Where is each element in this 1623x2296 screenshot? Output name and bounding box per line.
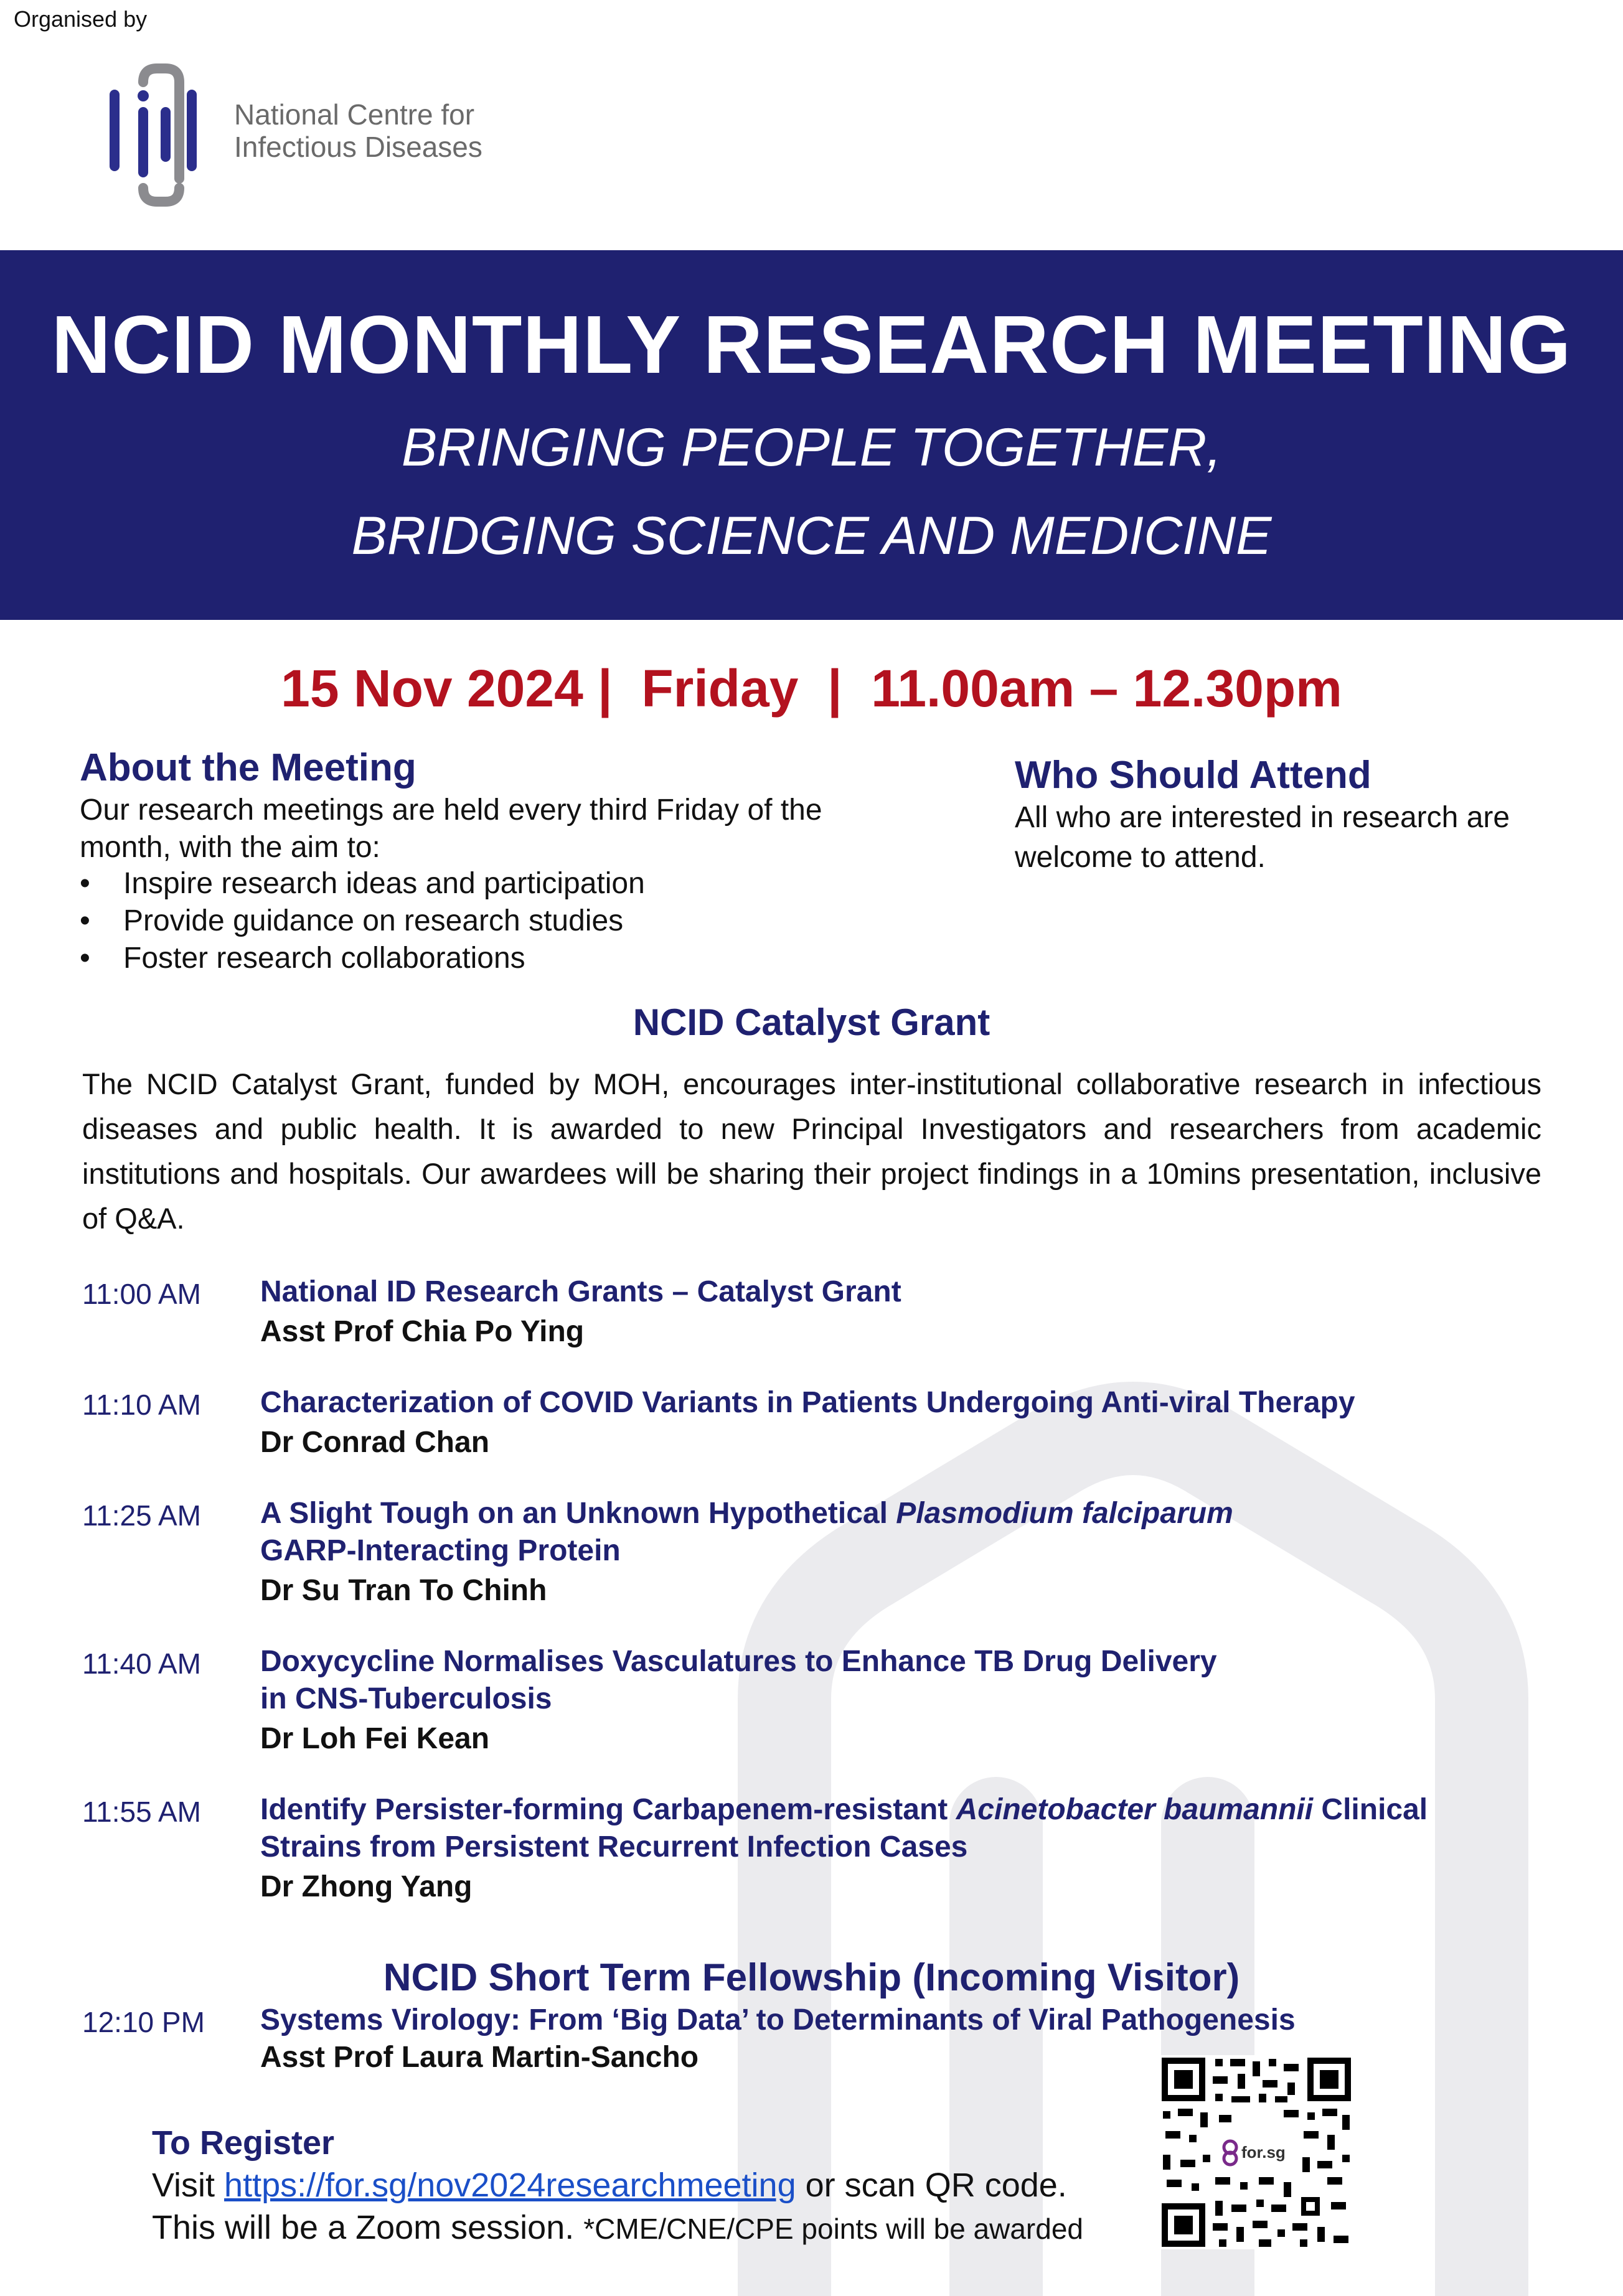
schedule-time: 11:10 AM (82, 1389, 201, 1421)
schedule-title (260, 1384, 1568, 1422)
qr-code-icon[interactable] (1159, 2055, 1353, 2249)
logo-line-1: National Centre for (234, 98, 475, 131)
schedule-speaker: Dr Loh Fei Kean (260, 1722, 490, 1755)
register-visit-prefix: Visit (152, 2167, 225, 2204)
schedule-time: 11:55 AM (82, 1796, 201, 1828)
schedule-title-text: Characterization of COVID Variants in Patients Undergoing Anti-viral Therapy (260, 1386, 1355, 1419)
organised-by-label: Organised by (14, 6, 148, 32)
zoom-session-text: This will be a Zoom session. (152, 2209, 584, 2246)
schedule-speaker: Asst Prof Laura Martin-Sancho (260, 2041, 699, 2074)
schedule-title-line-2: in CNS-Tuberculosis (260, 1682, 552, 1715)
schedule-title (260, 1643, 1568, 1718)
register-heading: To Register (152, 2124, 335, 2162)
schedule-title-suffix: Clinical (1313, 1793, 1428, 1826)
zoom-note (152, 2208, 1083, 2247)
catalyst-grant-heading: NCID Catalyst Grant (633, 1001, 990, 1043)
about-points-list (80, 865, 645, 977)
registration-link[interactable]: https://for.sg/nov2024researchmeeting (224, 2167, 796, 2204)
attend-description: All who are interested in research are welcome to attend. (1015, 801, 1510, 874)
schedule-title-species: Plasmodium falciparum (896, 1497, 1233, 1530)
catalyst-grant-description: The NCID Catalyst Grant, funded by MOH, encourages inter-institutional collaborative research in infectious diseases and public health. It is awarded to new Principal Investigators and researchers from academic institutions and hospitals. Our awardees will be sharing their project findings in a 10mins presentation, inclusive of Q&A. (82, 1067, 1541, 1235)
schedule-title-line-2: Strains from Persistent Recurrent Infection Cases (260, 1830, 968, 1863)
schedule-speaker: Dr Conrad Chan (260, 1426, 490, 1459)
schedule-title (260, 1273, 1568, 1311)
schedule-time: 11:40 AM (82, 1647, 201, 1680)
attend-heading: Who Should Attend (1015, 754, 1371, 797)
schedule-title-text: A Slight Tough on an Unknown Hypothetical (260, 1497, 896, 1530)
schedule-title-species: Acinetobacter baumannii (956, 1793, 1314, 1826)
schedule-title (260, 1791, 1568, 1866)
list-item: • Foster research collaborations (80, 940, 645, 977)
register-instructions (152, 2166, 1067, 2205)
banner-subtitle-line-1: BRINGING PEOPLE TOGETHER, (401, 418, 1222, 477)
event-date-time: 15 Nov 2024 | Friday | 11.00am – 12.30pm (281, 659, 1342, 718)
schedule-time: 11:25 AM (82, 1499, 201, 1532)
schedule-title-line-2: GARP-Interacting Protein (260, 1534, 621, 1567)
page-title: NCID MONTHLY RESEARCH MEETING (51, 299, 1572, 390)
schedule-title (260, 1495, 1568, 1570)
about-heading: About the Meeting (80, 746, 416, 789)
logo-line-2: Infectious Diseases (234, 131, 482, 163)
schedule-title-text: Identify Persister-forming Carbapenem-resistant (260, 1793, 956, 1826)
list-item: • Inspire research ideas and participation (80, 865, 645, 902)
qr-label: for.sg (1241, 2143, 1286, 2162)
schedule-time: 11:00 AM (82, 1278, 201, 1310)
schedule-time: 12:10 PM (82, 2006, 205, 2038)
ncid-logo-icon (106, 57, 199, 210)
ncid-logo-text (234, 98, 482, 163)
fellowship-heading: NCID Short Term Fellowship (Incoming Visitor) (383, 1956, 1240, 1999)
register-visit-suffix: or scan QR code. (796, 2167, 1067, 2204)
schedule-title-text: Doxycycline Normalises Vasculatures to Enhance TB Drug Delivery (260, 1645, 1217, 1678)
schedule-speaker: Dr Su Tran To Chinh (260, 1574, 547, 1607)
list-item: • Provide guidance on research studies (80, 902, 645, 940)
schedule-speaker: Asst Prof Chia Po Ying (260, 1315, 585, 1348)
schedule-speaker: Dr Zhong Yang (260, 1870, 473, 1903)
points-note: *CME/CNE/CPE points will be awarded (583, 2213, 1084, 2245)
about-description: Our research meetings are held every third Friday of the month, with the aim to: (80, 794, 822, 864)
schedule-title-text: National ID Research Grants – Catalyst Grant (260, 1275, 901, 1308)
schedule-title: Systems Virology: From ‘Big Data’ to Determinants of Viral Pathogenesis (260, 2003, 1296, 2036)
banner-subtitle-line-2: BRIDGING SCIENCE AND MEDICINE (351, 506, 1272, 566)
